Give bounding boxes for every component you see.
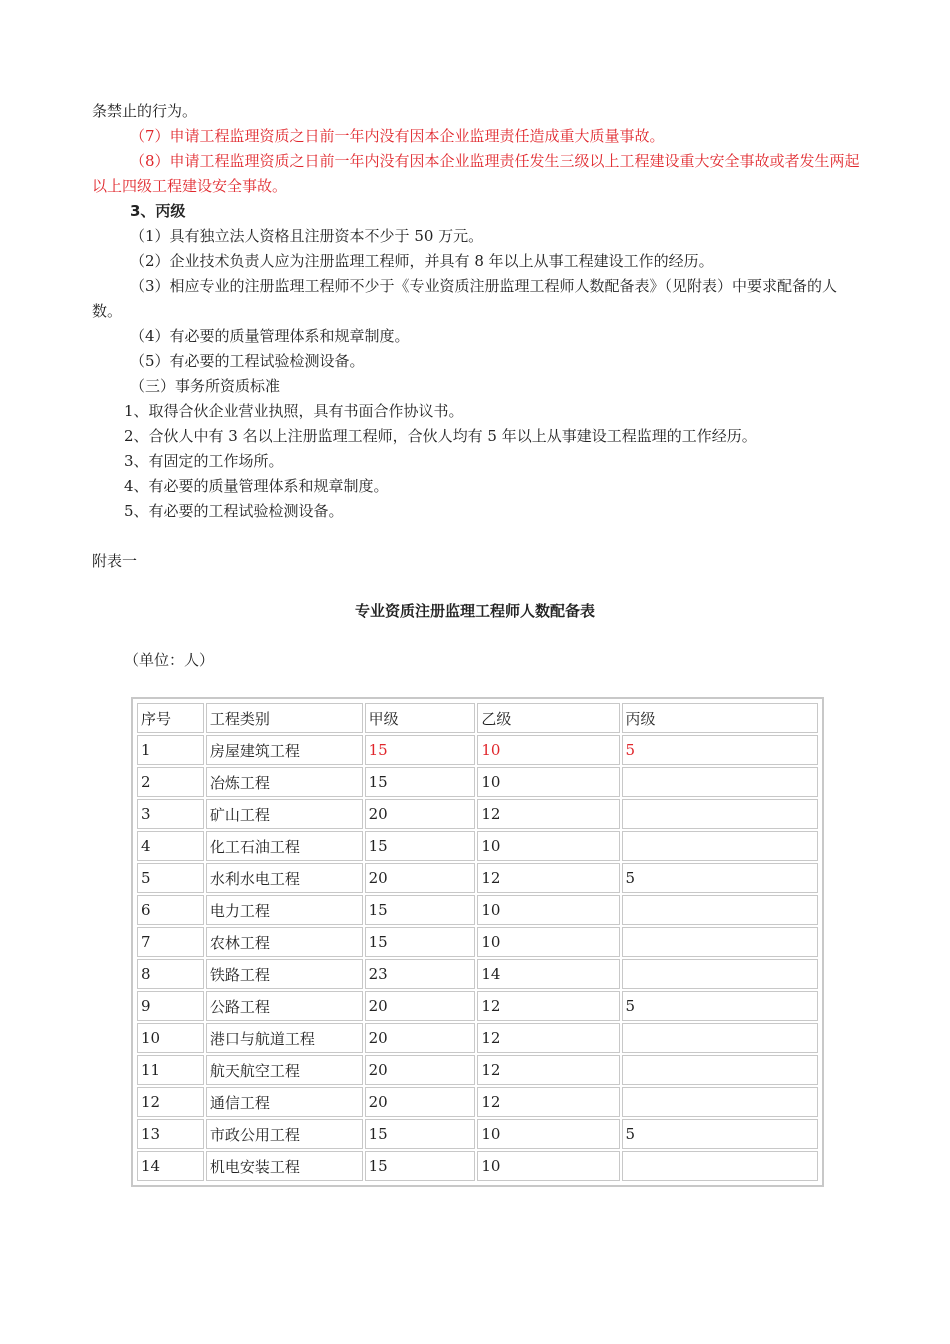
cell-grade-b: 12: [477, 991, 619, 1021]
text-line: 条禁止的行为。: [92, 102, 198, 120]
cell-index: 12: [137, 1087, 204, 1117]
cell-category: 冶炼工程: [206, 767, 363, 797]
text-line: 5、有必要的工程试验检测设备。: [124, 502, 344, 520]
cell-grade-c: [622, 959, 819, 989]
cell-grade-b: 12: [477, 863, 619, 893]
cell-grade-a: 15: [365, 831, 476, 861]
cell-category: 房屋建筑工程: [206, 735, 363, 765]
cell-grade-a: 15: [365, 1119, 476, 1149]
cell-index: 13: [137, 1119, 204, 1149]
table-row: [137, 735, 818, 765]
section-heading-firm: （三）事务所资质标准: [130, 377, 281, 395]
cell-grade-c: 5: [622, 1119, 819, 1149]
table-row: [137, 831, 818, 861]
cell-grade-c: [622, 1023, 819, 1053]
cell-index: 6: [137, 895, 204, 925]
text-line: （2）企业技术负责人应为注册监理工程师，并具有 8 年以上从事工程建设工作的经历。: [130, 252, 714, 270]
cell-grade-b: 12: [477, 1087, 619, 1117]
cell-grade-b: 10: [477, 831, 619, 861]
cell-grade-a: 20: [365, 1087, 476, 1117]
unit-label: （单位：人）: [124, 651, 215, 669]
cell-category: 市政公用工程: [206, 1119, 363, 1149]
table-row: [137, 863, 818, 893]
cell-index: 4: [137, 831, 204, 861]
staffing-table: [131, 697, 824, 1187]
cell-grade-a: 15: [365, 927, 476, 957]
table-row: [137, 991, 818, 1021]
table-title: 专业资质注册监理工程师人数配备表: [354, 602, 595, 620]
cell-grade-b: 14: [477, 959, 619, 989]
header-cell-index: 序号: [137, 703, 204, 733]
cell-category: 铁路工程: [206, 959, 363, 989]
header-cell-category: 工程类别: [206, 703, 363, 733]
cell-grade-b: 12: [477, 1023, 619, 1053]
cell-grade-a: 15: [365, 1151, 476, 1181]
table-row: [137, 1151, 818, 1181]
cell-index: 2: [137, 767, 204, 797]
cell-grade-b: 12: [477, 799, 619, 829]
cell-index: 5: [137, 863, 204, 893]
table-row: [137, 1023, 818, 1053]
cell-grade-a: 20: [365, 991, 476, 1021]
cell-grade-a: 20: [365, 799, 476, 829]
cell-category: 农林工程: [206, 927, 363, 957]
cell-index: 3: [137, 799, 204, 829]
header-cell-grade-b: 乙级: [477, 703, 619, 733]
text-line: 1、取得合伙企业营业执照，具有书面合作协议书。: [124, 402, 464, 420]
section-heading-grade-c: 3、丙级: [130, 202, 186, 220]
cell-grade-c: [622, 1087, 819, 1117]
header-cell-grade-c: 丙级: [622, 703, 819, 733]
text-line: （4）有必要的质量管理体系和规章制度。: [130, 327, 410, 345]
cell-grade-b: 12: [477, 1055, 619, 1085]
cell-grade-a: 15: [365, 895, 476, 925]
table-row: [137, 959, 818, 989]
cell-category: 电力工程: [206, 895, 363, 925]
table-body: [137, 703, 818, 1181]
cell-index: 8: [137, 959, 204, 989]
cell-grade-b: 10: [477, 767, 619, 797]
text-line: （5）有必要的工程试验检测设备。: [130, 352, 365, 370]
cell-grade-b: 10: [477, 927, 619, 957]
table-row: [137, 767, 818, 797]
cell-index: 1: [137, 735, 204, 765]
text-line: （3）相应专业的注册监理工程师不少于《专业资质注册监理工程师人数配备表》（见附表）中要求配备的人数。: [92, 277, 838, 320]
cell-index: 10: [137, 1023, 204, 1053]
text-line: 4、有必要的质量管理体系和规章制度。: [124, 477, 389, 495]
cell-grade-c: 5: [622, 991, 819, 1021]
table-row: [137, 1119, 818, 1149]
cell-grade-c: [622, 767, 819, 797]
cell-index: 14: [137, 1151, 204, 1181]
cell-category: 矿山工程: [206, 799, 363, 829]
table-row: [137, 1055, 818, 1085]
cell-grade-a: 20: [365, 863, 476, 893]
red-clause-8: （8）申请工程监理资质之日前一年内没有因本企业监理责任发生三级以上工程建设重大安全事故或者发生两起以上四级工程建设安全事故。: [92, 152, 860, 195]
cell-index: 7: [137, 927, 204, 957]
cell-grade-b: 10: [477, 895, 619, 925]
cell-grade-b: 10: [477, 1151, 619, 1181]
cell-category: 通信工程: [206, 1087, 363, 1117]
cell-grade-c: 5: [622, 735, 819, 765]
cell-grade-c: [622, 831, 819, 861]
text-line: （1）具有独立法人资格且注册资本不少于 50 万元。: [130, 227, 484, 245]
red-clause-7: （7）申请工程监理资质之日前一年内没有因本企业监理责任造成重大质量事故。: [130, 127, 665, 145]
cell-grade-c: [622, 799, 819, 829]
cell-grade-c: [622, 927, 819, 957]
table-row: [137, 799, 818, 829]
cell-grade-c: 5: [622, 863, 819, 893]
cell-grade-c: [622, 1151, 819, 1181]
cell-category: 公路工程: [206, 991, 363, 1021]
table-header-row: [137, 703, 818, 733]
appendix-label: 附表一: [92, 552, 138, 570]
cell-grade-b: 10: [477, 735, 619, 765]
cell-category: 港口与航道工程: [206, 1023, 363, 1053]
cell-grade-a: 20: [365, 1023, 476, 1053]
cell-category: 机电安装工程: [206, 1151, 363, 1181]
cell-grade-a: 15: [365, 767, 476, 797]
cell-index: 9: [137, 991, 204, 1021]
cell-grade-c: [622, 1055, 819, 1085]
cell-grade-b: 10: [477, 1119, 619, 1149]
text-line: 3、有固定的工作场所。: [124, 452, 284, 470]
cell-grade-a: 23: [365, 959, 476, 989]
cell-category: 化工石油工程: [206, 831, 363, 861]
table-row: [137, 895, 818, 925]
cell-index: 11: [137, 1055, 204, 1085]
header-cell-grade-a: 甲级: [365, 703, 476, 733]
cell-grade-a: 20: [365, 1055, 476, 1085]
text-line: 2、合伙人中有 3 名以上注册监理工程师，合伙人均有 5 年以上从事建设工程监理的工作经历。: [124, 427, 757, 445]
cell-grade-a: 15: [365, 735, 476, 765]
cell-category: 水利水电工程: [206, 863, 363, 893]
cell-grade-c: [622, 895, 819, 925]
table-row: [137, 927, 818, 957]
cell-category: 航天航空工程: [206, 1055, 363, 1085]
table-row: [137, 1087, 818, 1117]
